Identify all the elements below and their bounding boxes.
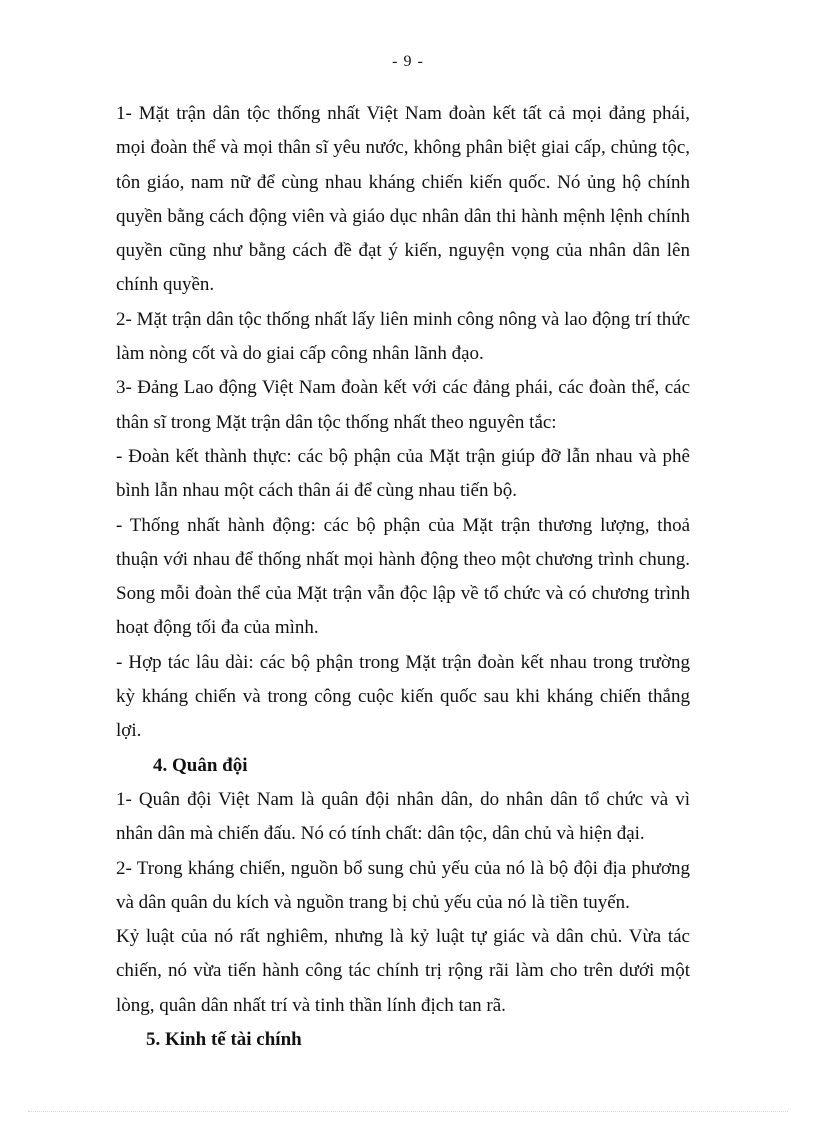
page-number: - 9 - xyxy=(392,53,424,70)
paragraph-army-supply: 2- Trong kháng chiến, nguồn bổ sung chủ yếu của nó là bộ đội địa phương và dân quân du kích và nguồn trang bị chủ yếu của nó là tiền tuyến. xyxy=(116,857,690,913)
section-heading-army: 4. Quân đội xyxy=(153,754,248,776)
paragraph-party-principles: 3- Đảng Lao động Việt Nam đoàn kết với các đảng phái, các đoàn thể, các thân sĩ trong Mặt trận dân tộc thống nhất theo nguyên tắc: xyxy=(116,377,690,433)
paragraph-long-term-cooperation: - Hợp tác lâu dài: các bộ phận trong Mặt trận đoàn kết nhau trong trường kỳ kháng chiến và trong công cuộc kiến quốc sau khi kháng chiến thắng lợi. xyxy=(116,651,690,742)
paragraph-front-unity: 1- Mặt trận dân tộc thống nhất Việt Nam đoàn kết tất cả mọi đảng phái, mọi đoàn thể và mọi thân sĩ yêu nước, không phân biệt giai cấp, chủng tộc, tôn giáo, nam nữ để cùng nhau kháng chiến kiến quốc. Nó ủng hộ chính quyền bằng cách động viên và giáo dục nhân dân thi hành mệnh lệnh chính quyền cũng như bằng cách đề đạt ý kiến, nguyện vọng của nhân dân lên chính quyền. xyxy=(116,103,690,296)
section-heading-economy-finance: 5. Kinh tế tài chính xyxy=(146,1029,302,1051)
paragraph-sincere-unity: - Đoàn kết thành thực: các bộ phận của Mặt trận giúp đỡ lẫn nhau và phê bình lẫn nhau một cách thân ái để cùng nhau tiến bộ. xyxy=(116,445,690,502)
document-body xyxy=(116,97,690,1057)
paragraph-army-discipline: Kỷ luật của nó rất nghiêm, nhưng là kỷ luật tự giác và dân chủ. Vừa tác chiến, nó vừa tiến hành công tác chính trị rộng rãi làm cho trên dưới một lòng, quân dân nhất trí và tinh thần lính địch tan rã. xyxy=(116,926,690,1016)
paragraph-army-people: 1- Quân đội Việt Nam là quân đội nhân dân, do nhân dân tổ chức và vì nhân dân mà chiến đấu. Nó có tính chất: dân tộc, dân chủ và hiện đại. xyxy=(116,788,690,845)
paragraph-unified-action: - Thống nhất hành động: các bộ phận của Mặt trận thương lượng, thoả thuận với nhau để thống nhất mọi hành động theo một chương trình chung. Song mỗi đoàn thể của Mặt trận vẫn độc lập về tổ chức và có chương trình hoạt động tối đa của mình. xyxy=(116,514,690,639)
paragraph-alliance: 2- Mặt trận dân tộc thống nhất lấy liên minh công nông và lao động trí thức làm nòng cốt và do giai cấp công nhân lãnh đạo. xyxy=(116,308,690,365)
page-bottom-divider xyxy=(28,1111,788,1112)
